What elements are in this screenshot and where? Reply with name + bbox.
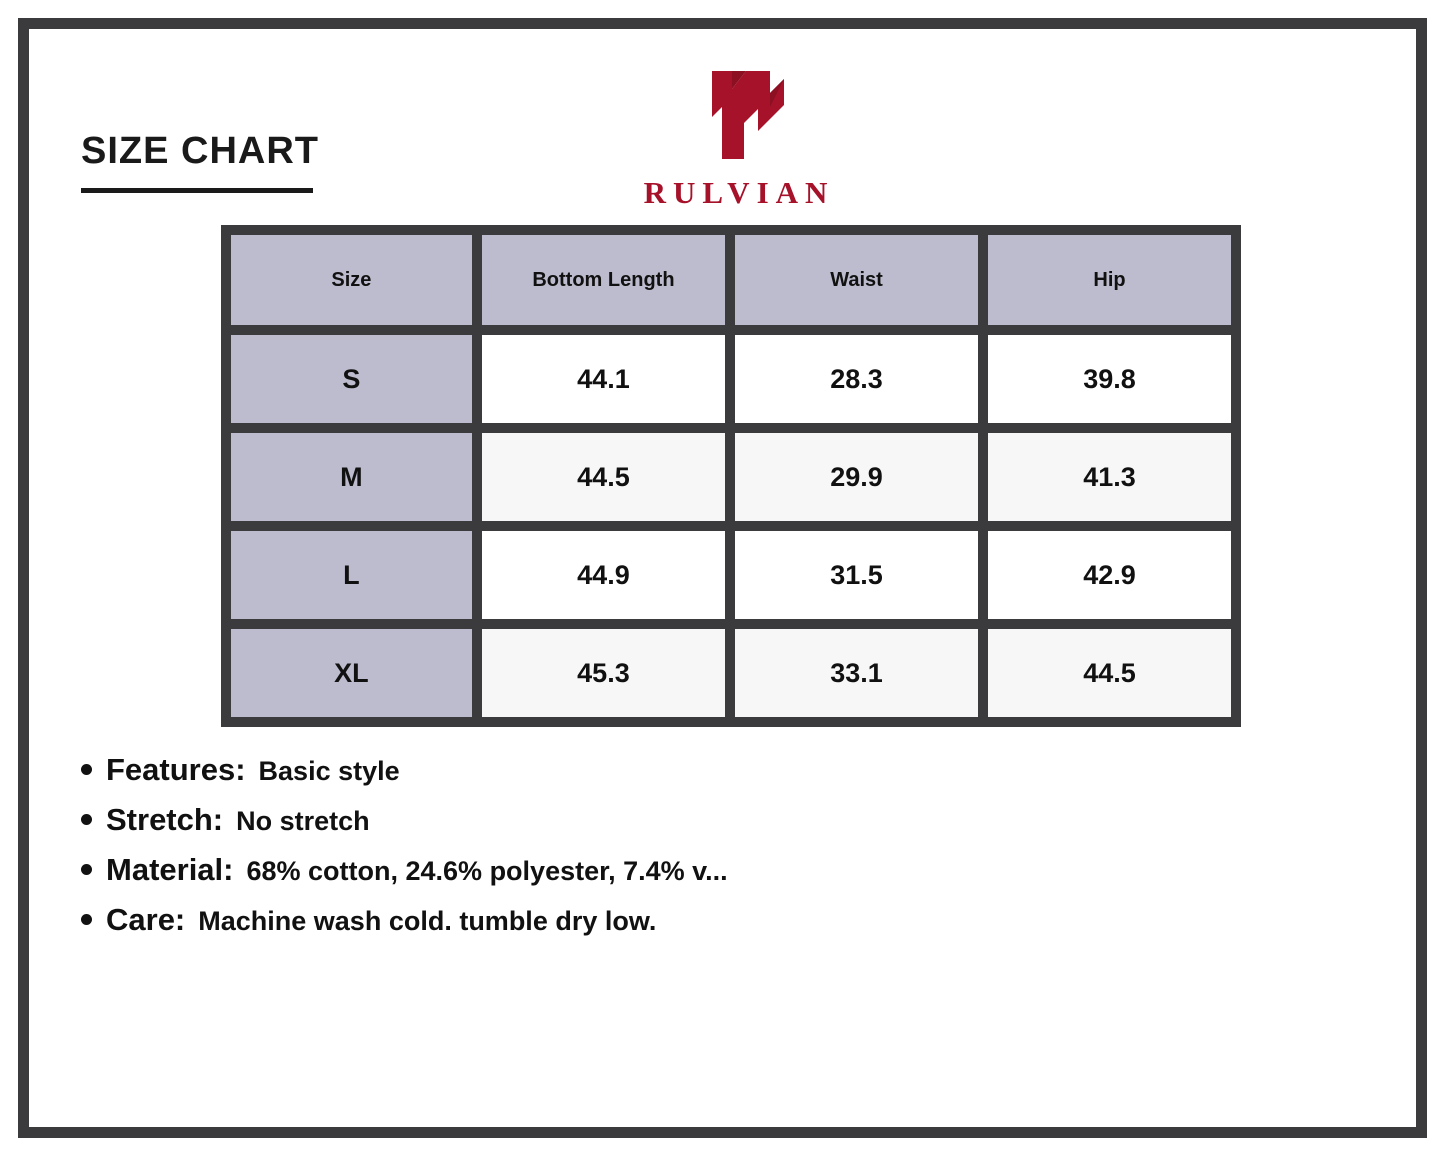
cell-bottom-length: 44.1 bbox=[477, 330, 730, 428]
note-stretch bbox=[81, 802, 1281, 838]
header-waist: Waist bbox=[730, 230, 983, 330]
size-table-wrap bbox=[221, 225, 1241, 727]
note-features bbox=[81, 752, 1281, 788]
note-material bbox=[81, 852, 1281, 888]
cell-bottom-length: 44.9 bbox=[477, 526, 730, 624]
cell-hip: 39.8 bbox=[983, 330, 1236, 428]
rulvian-r-logo-icon bbox=[674, 59, 804, 169]
cell-hip: 42.9 bbox=[983, 526, 1236, 624]
size-table bbox=[221, 225, 1241, 727]
header-hip: Hip bbox=[983, 230, 1236, 330]
page-border bbox=[18, 18, 1427, 1138]
title-underline bbox=[81, 188, 313, 193]
page-content bbox=[29, 29, 1438, 1149]
cell-size: M bbox=[226, 428, 477, 526]
note-value: No stretch bbox=[236, 806, 370, 836]
header-bottom-length: Bottom Length bbox=[477, 230, 730, 330]
bullet-icon bbox=[81, 914, 92, 925]
cell-size: XL bbox=[226, 624, 477, 722]
note-value: Basic style bbox=[258, 756, 400, 786]
bullet-icon bbox=[81, 764, 92, 775]
size-table-head bbox=[226, 230, 1236, 330]
table-row bbox=[226, 428, 1236, 526]
brand-logo-block bbox=[589, 59, 889, 211]
table-row bbox=[226, 330, 1236, 428]
cell-size: L bbox=[226, 526, 477, 624]
cell-bottom-length: 44.5 bbox=[477, 428, 730, 526]
note-label: Stretch: bbox=[106, 802, 224, 837]
brand-name: RULVIAN bbox=[643, 175, 835, 210]
product-notes bbox=[81, 752, 1281, 952]
note-value: 68% cotton, 24.6% polyester, 7.4% v... bbox=[246, 856, 728, 886]
note-value: Machine wash cold. tumble dry low. bbox=[198, 906, 657, 936]
cell-hip: 41.3 bbox=[983, 428, 1236, 526]
note-label: Material: bbox=[106, 852, 234, 887]
bullet-icon bbox=[81, 814, 92, 825]
cell-waist: 29.9 bbox=[730, 428, 983, 526]
table-row bbox=[226, 624, 1236, 722]
note-care bbox=[81, 902, 1281, 938]
note-label: Features: bbox=[106, 752, 246, 787]
cell-waist: 33.1 bbox=[730, 624, 983, 722]
cell-hip: 44.5 bbox=[983, 624, 1236, 722]
table-header-row bbox=[226, 230, 1236, 330]
cell-size: S bbox=[226, 330, 477, 428]
header-size: Size bbox=[226, 230, 477, 330]
cell-waist: 28.3 bbox=[730, 330, 983, 428]
cell-waist: 31.5 bbox=[730, 526, 983, 624]
note-label: Care: bbox=[106, 902, 186, 937]
page-title: SIZE CHART bbox=[81, 130, 319, 172]
bullet-icon bbox=[81, 864, 92, 875]
size-table-body bbox=[226, 330, 1236, 722]
page-title-block bbox=[81, 132, 501, 193]
table-row bbox=[226, 526, 1236, 624]
cell-bottom-length: 45.3 bbox=[477, 624, 730, 722]
